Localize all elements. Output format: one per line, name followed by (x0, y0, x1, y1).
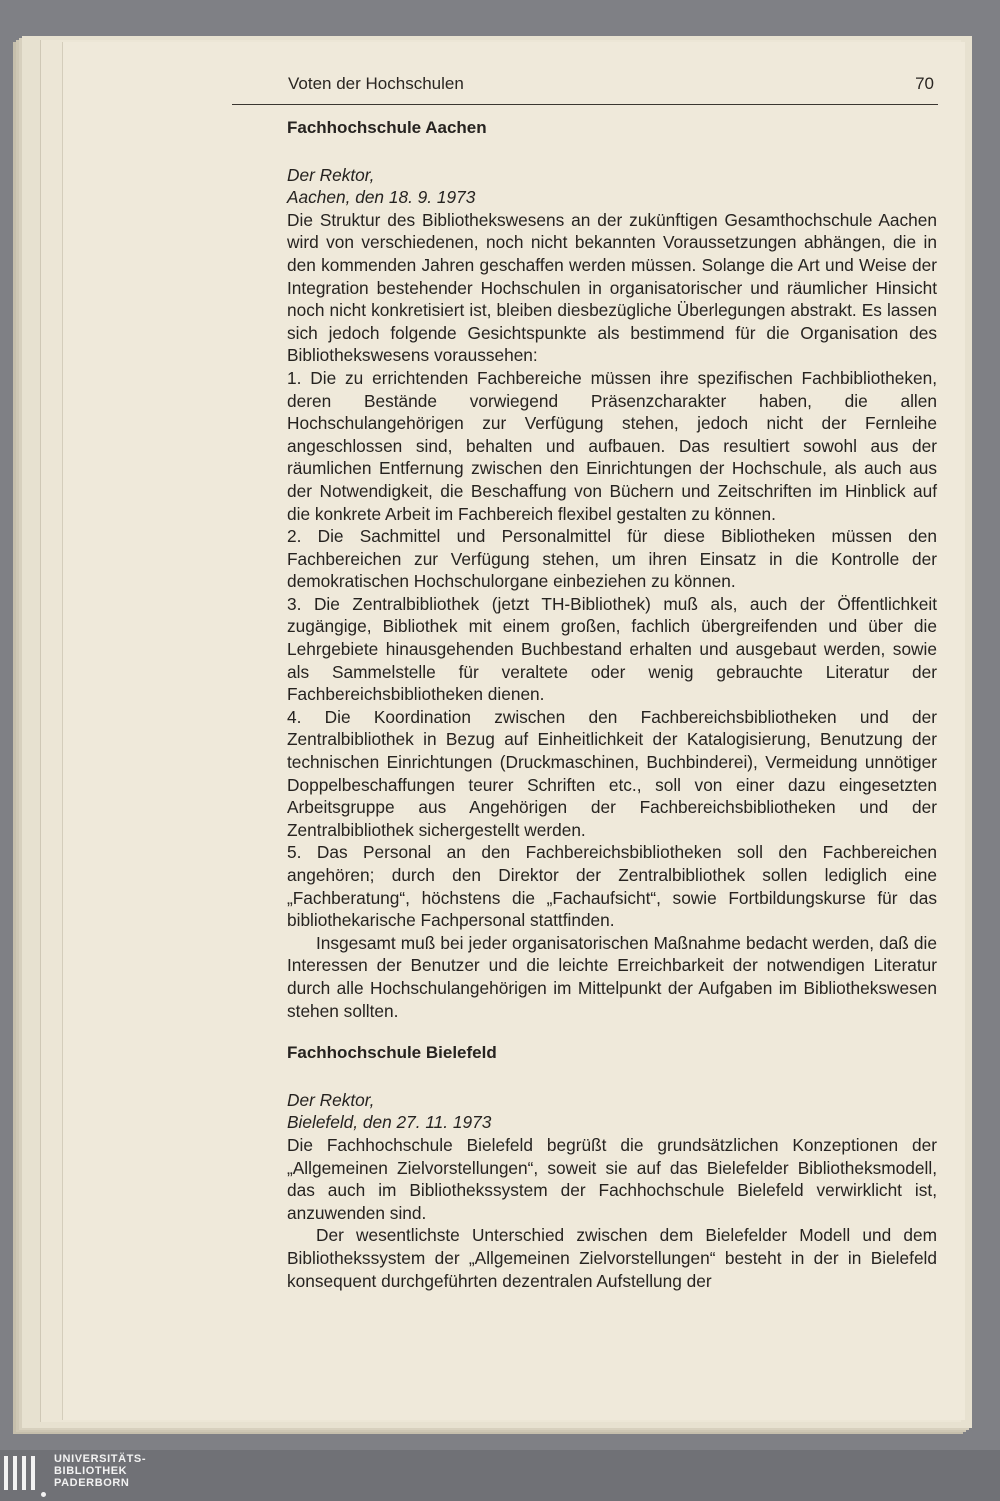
paragraph: Insgesamt muß bei jeder organisatorischen Maßnahme bedacht werden, daß die Interessen der Benutzer und die leichte Erreichbarkeit der notwendigen Literatur durch alle Hochschulangehörigen im Mittelpunkt der Aufgaben im Bibliothekswesen stehen sollten. (287, 932, 937, 1021)
section-title: Fachhochschule Bielefeld (287, 1043, 497, 1063)
numbered-paragraph: 5. Das Personal an den Fachbereichsbibliotheken soll den Fachbereichen angehören; durch den Direktor der Zentralbibliothek sollen lediglich eine „Fachberatung“, höchstens die „Fachaufsicht“, sowie Fortbildungskurse für das bibliothekarische Fachpersonal stattfinden. (287, 842, 937, 931)
library-logo-text (54, 1453, 146, 1489)
footer-band (0, 1450, 1000, 1501)
numbered-paragraph: 3. Die Zentralbibliothek (jetzt TH-Bibliothek) muß als, auch der Öffentlichkeit zugängige, Bibliothek mit einem großen, fachlich übergreifenden und über die Lehrgebiete hinausgehenden Buchbestand erhalten und ausgebaut werden, sowie als Sammelstelle für veraltete oder wenig gebrauchte Literatur der Fachbereichsbibliotheken dienen. (287, 593, 937, 705)
sender-line: Der Rektor, (287, 164, 375, 185)
logo-line-1: UNIVERSITÄTS- (54, 1453, 147, 1465)
numbered-paragraph: 2. Die Sachmittel und Personalmittel für diese Bibliotheken müssen den Fachbereichen zur Verfügung stehen, um ihren Einsatz in die Kontrolle der demokratischen Hochschulorgane einbeziehen zu können. (287, 526, 937, 592)
section-title: Fachhochschule Aachen (287, 118, 487, 137)
running-header (288, 74, 936, 100)
section-aachen (287, 117, 937, 1022)
numbered-paragraph: 4. Die Koordination zwischen den Fachbereichsbibliotheken und der Zentralbibliothek in Bezug auf Einheitlichkeit der Katalogisierung, Benutzung der technischen Einrichtungen (Druckmaschinen, Buchbinderei), Vermeidung unnötiger Doppelbeschaffungen teurer Schriften etc., soll von einer dazu eingesetzten Arbeitsgruppe aus Angehörigen der Fachbereichsbibliotheken und der Zentralbibliothek sichergestellt werden. (287, 706, 937, 840)
section-gap (287, 1022, 937, 1042)
paragraph: Der wesentlichste Unterschied zwischen dem Bielefelder Modell und dem Bibliothekssystem der „Allgemeinen Zielvorstellungen“ besteht in der in Bielefeld konsequent durchgeführten dezentralen Aufstellung der (287, 1225, 937, 1291)
page-number: 70 (915, 74, 934, 93)
section-bielefeld (287, 1042, 937, 1292)
sender-line: Der Rektor, (287, 1089, 375, 1110)
numbered-paragraph: 1. Die zu errichtenden Fachbereiche müssen ihre spezifischen Fachbibliotheken, deren Bestände vorwiegend Präsenzcharakter haben, die allen Hochschulangehörigen zur Verfügung stehen, jedoch nicht der Fernleihe angeschlossen sind, behalten und aufbauen. Das resultiert sowohl aus der räumlichen Entfernung zwischen den Einrichtungen der Hochschule, als auch aus der Notwendigkeit, die Beschaffung von Büchern und Zeitschriften im Hinblick auf die konkrete Arbeit im Fachbereich flexibel gestalten zu können. (287, 367, 937, 524)
running-title: Voten der Hochschulen (288, 74, 464, 93)
header-rule (232, 104, 938, 105)
paragraph: Die Struktur des Bibliothekswesens an der zukünftigen Gesamthochschule Aachen wird von verschiedenen, noch nicht bekannten Voraussetzungen abhängen, die in den kommenden Jahren geschaffen werden müssen. Solange die Art und Weise der Integration bestehender Hochschulen in organisatorischer und räumlicher Hinsicht noch nicht konkretisiert ist, bleiben diesbezügliche Überlegungen abstrakt. Es lassen sich jedoch folgende Gesichtspunkte als bestimmend für die Organisation des Bibliothekswesens voraussehen: (287, 209, 937, 366)
place-date-line: Bielefeld, den 27. 11. 1973 (287, 1112, 492, 1133)
logo-line-2: BIBLIOTHEK (54, 1465, 128, 1477)
logo-line-3: PADERBORN (54, 1477, 130, 1489)
place-date-line: Aachen, den 18. 9. 1973 (287, 187, 476, 208)
document-body (287, 117, 937, 1292)
paragraph: Die Fachhochschule Bielefeld begrüßt die grundsätzlichen Konzeptionen der „Allgemeinen Zielvorstellungen“, soweit sie auf das Bielefelder Bibliotheksmodell, das auch im Bibliothekssystem der Fachhochschule Bielefeld verwirklicht ist, anzuwenden sind. (287, 1134, 937, 1223)
library-logo-icon (4, 1456, 48, 1498)
